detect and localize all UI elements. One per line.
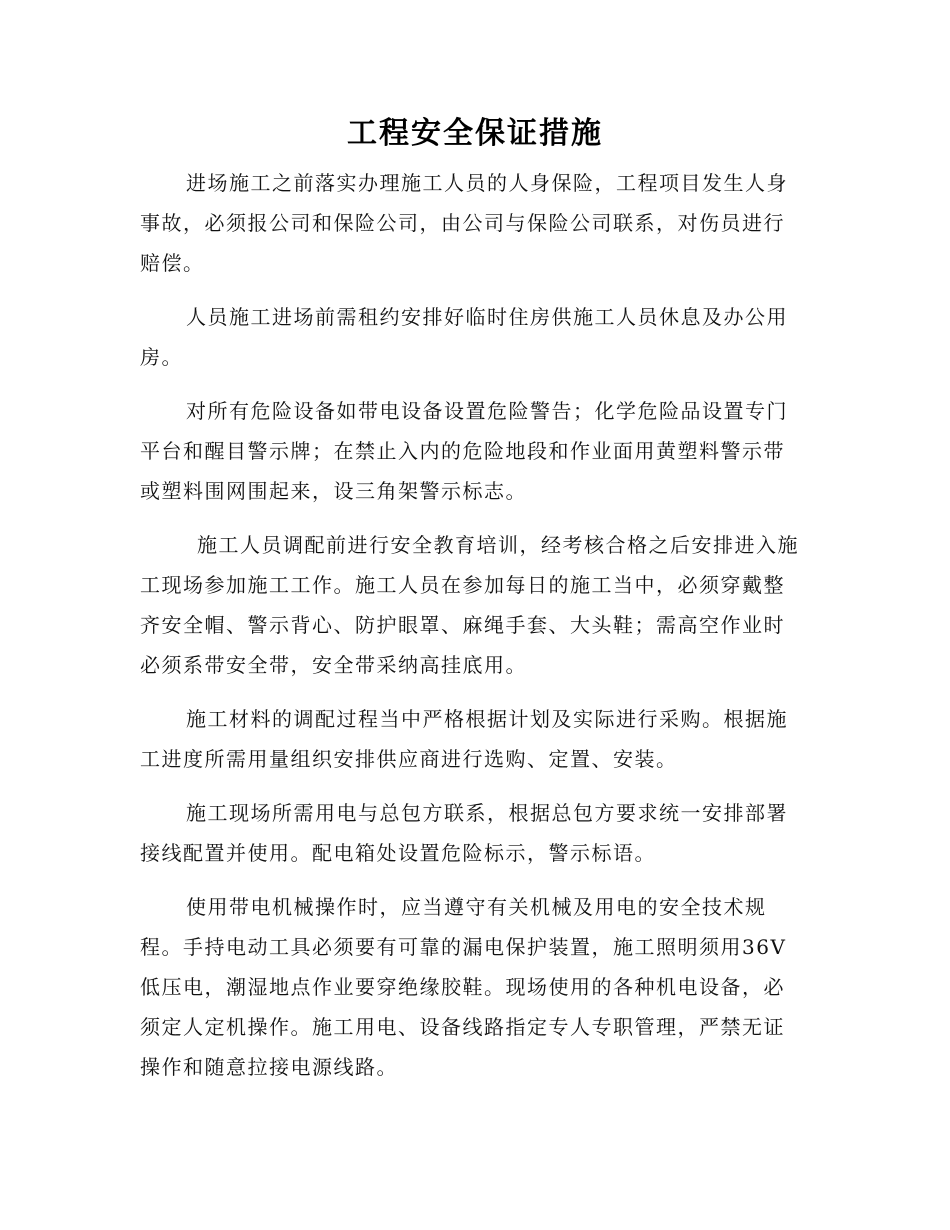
paragraph-safety-training: 施工人员调配前进行安全教育培训，经考核合格之后安排进入施工现场参加施工工作。施工人员在参加每日的施工当中，必须穿戴整齐安全帽、警示背心、防护眼罩、麻绳手套、大头鞋；需高空作业时必须系带安全带，安全带采纳高挂底用。	[140, 533, 799, 677]
paragraph-hazard-warnings: 对所有危险设备如带电设备设置危险警告；化学危险品设置专门平台和醒目警示牌；在禁止入内的危险地段和作业面用黄塑料警示带或塑料围网围起来，设三角架警示标志。	[140, 399, 788, 503]
paragraph-electrical-equipment: 使用带电机械操作时，应当遵守有关机械及用电的安全技术规程。手持电动工具必须要有可靠的漏电保护装置，施工照明须用36V低压电，潮湿地点作业要穿绝缘胶鞋。现场使用的各种机电设备，必须定人定机操作。施工用电、设备线路指定专人专职管理，严禁无证操作和随意拉接电源线路。	[140, 895, 787, 1079]
paragraph-materials: 施工材料的调配过程当中严格根据计划及实际进行采购。根据施工进度所需用量组织安排供应商进行选购、定置、安装。	[140, 707, 788, 771]
paragraph-power-supply: 施工现场所需用电与总包方联系，根据总包方要求统一安排部署接线配置并使用。配电箱处设置危险标示，警示标语。	[140, 801, 788, 865]
paragraph-housing: 人员施工进场前需租约安排好临时住房供施工人员休息及办公用房。	[140, 305, 788, 369]
document-body	[140, 163, 800, 1101]
paragraph-insurance: 进场施工之前落实办理施工人员的人身保险，工程项目发生人身事故，必须报公司和保险公司，由公司与保险公司联系，对伤员进行赔偿。	[140, 171, 788, 275]
document-title: 工程安全保证措施	[347, 116, 603, 151]
